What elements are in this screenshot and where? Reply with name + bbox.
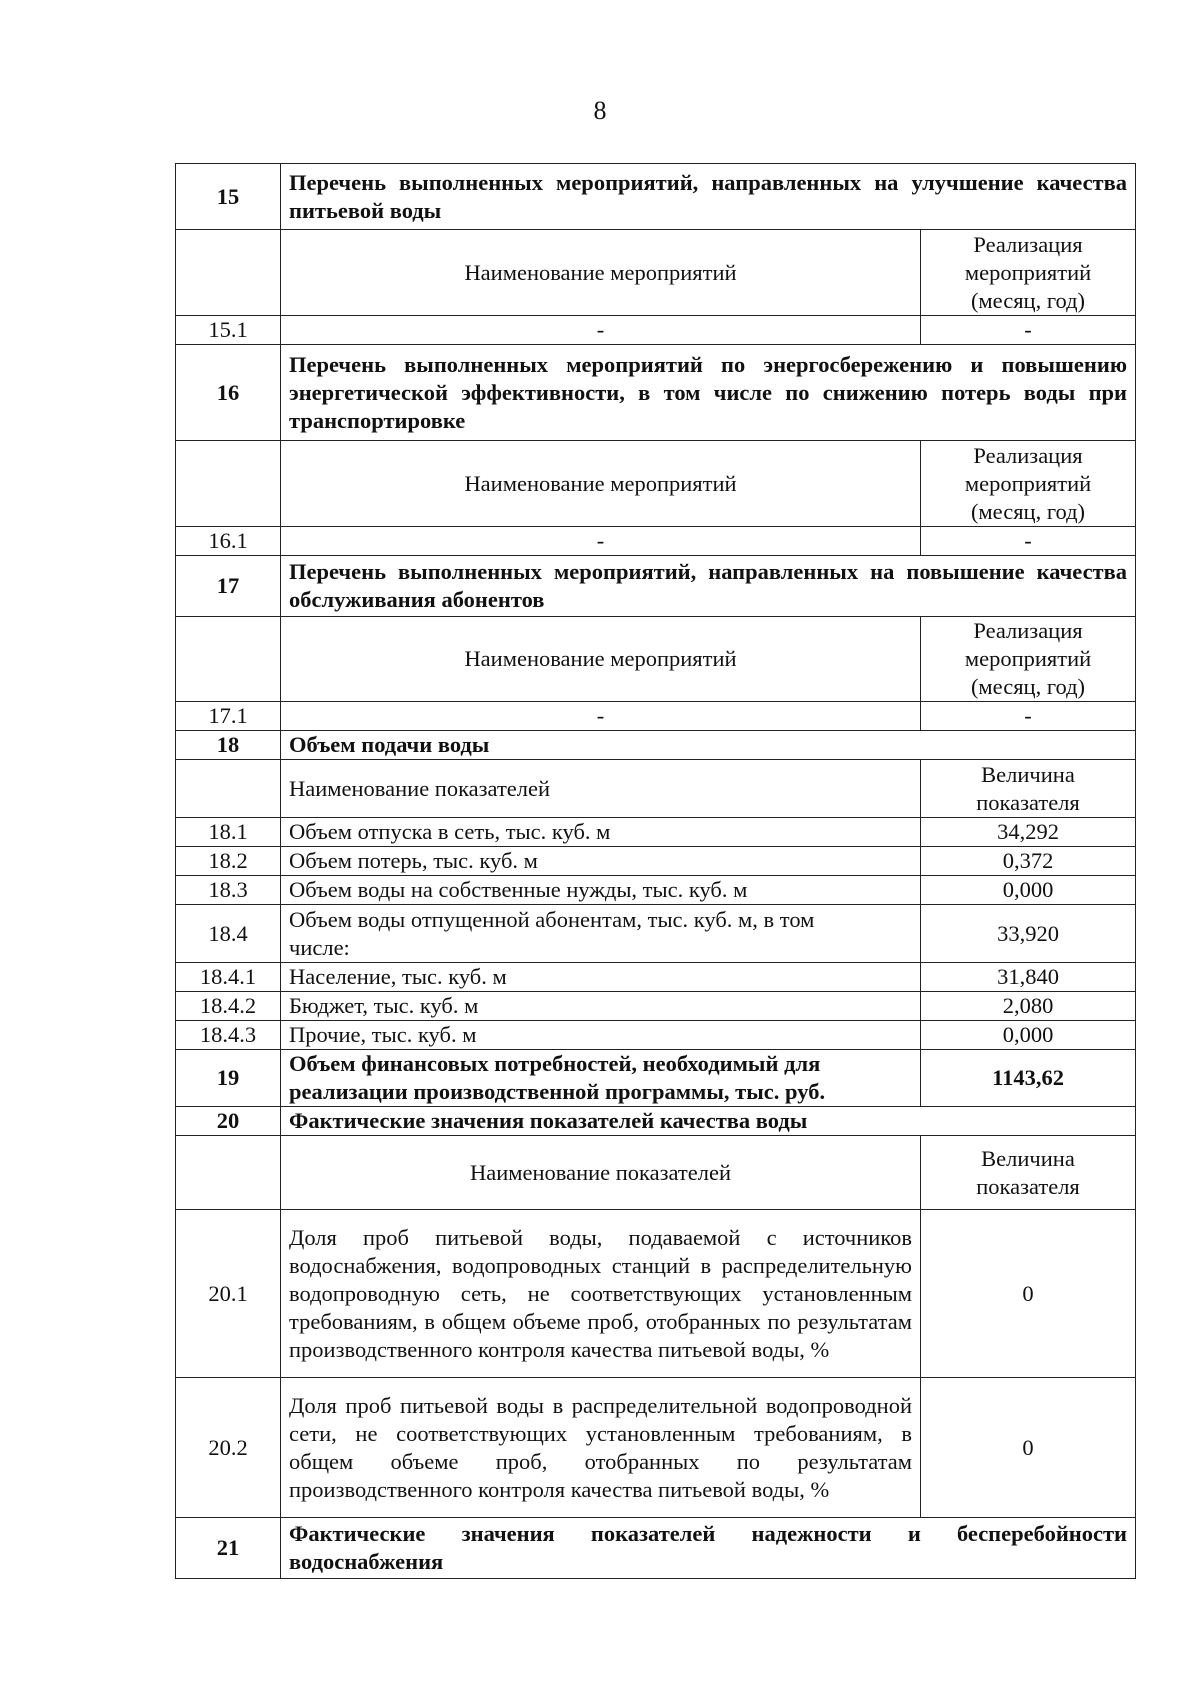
row-number: 21 bbox=[176, 1518, 281, 1579]
section-row-19 bbox=[176, 1050, 1136, 1107]
column-header-impl: Реализация мероприятий (месяц, год) bbox=[921, 441, 1136, 527]
table-row bbox=[176, 316, 1136, 345]
section-title: Фактические значения показателей надежности и бесперебойности водоснабжения bbox=[281, 1518, 1136, 1579]
table-header-row bbox=[176, 441, 1136, 527]
column-header-name: Наименование мероприятий bbox=[281, 617, 921, 702]
indicators-table bbox=[175, 163, 1136, 1579]
row-number: 19 bbox=[176, 1050, 281, 1107]
section-title: Перечень выполненных мероприятий по энергосбережению и повышению энергетической эффективности, в том числе по снижению потерь воды при транспортировке bbox=[281, 345, 1136, 441]
table-header-row bbox=[176, 760, 1136, 818]
table-row bbox=[176, 992, 1136, 1021]
table-row bbox=[176, 876, 1136, 905]
row-number: 18.4 bbox=[176, 905, 281, 963]
row-name: Доля проб питьевой воды в распределительной водопроводной сети, не соответствующих установленным требованиям, в общем объеме проб, отобранных по результатам производственного контроля качества питьевой воды, % bbox=[281, 1378, 921, 1518]
row-name: - bbox=[281, 527, 921, 556]
table-header-row bbox=[176, 617, 1136, 702]
row-name: Бюджет, тыс. куб. м bbox=[281, 992, 921, 1021]
row-number: 15 bbox=[176, 164, 281, 230]
section-row-16 bbox=[176, 345, 1136, 441]
table-row bbox=[176, 1021, 1136, 1050]
row-impl: - bbox=[921, 316, 1136, 345]
row-value: 34,292 bbox=[921, 818, 1136, 847]
table-header-row bbox=[176, 230, 1136, 316]
section-title: Перечень выполненных мероприятий, направленных на улучшение качества питьевой воды bbox=[281, 164, 1136, 230]
row-number: 17 bbox=[176, 556, 281, 617]
section-row-21 bbox=[176, 1518, 1136, 1579]
row-number: 15.1 bbox=[176, 316, 281, 345]
section-row-20 bbox=[176, 1107, 1136, 1136]
section-title: Перечень выполненных мероприятий, направленных на повышение качества обслуживания абонентов bbox=[281, 556, 1136, 617]
row-number: 17.1 bbox=[176, 702, 281, 731]
column-header-name: Наименование мероприятий bbox=[281, 230, 921, 316]
row-number: 18.1 bbox=[176, 818, 281, 847]
table-row bbox=[176, 702, 1136, 731]
row-value: 0,372 bbox=[921, 847, 1136, 876]
section-title: Фактические значения показателей качества воды bbox=[281, 1107, 1136, 1136]
column-header-name: Наименование показателей bbox=[281, 1136, 921, 1210]
row-number: 20 bbox=[176, 1107, 281, 1136]
row-number: 18 bbox=[176, 731, 281, 760]
column-header-name: Наименование показателей bbox=[281, 760, 921, 818]
row-number: 18.4.2 bbox=[176, 992, 281, 1021]
row-number: 20.1 bbox=[176, 1210, 281, 1378]
section-row-18 bbox=[176, 731, 1136, 760]
table-header-row bbox=[176, 1136, 1136, 1210]
row-number: 18.2 bbox=[176, 847, 281, 876]
row-value: 0 bbox=[921, 1210, 1136, 1378]
row-name: Объем воды отпущенной абонентам, тыс. куб. м, в том числе: bbox=[281, 905, 921, 963]
row-name: Прочие, тыс. куб. м bbox=[281, 1021, 921, 1050]
empty-cell bbox=[176, 1136, 281, 1210]
row-value: 0 bbox=[921, 1378, 1136, 1518]
row-name: - bbox=[281, 316, 921, 345]
empty-cell bbox=[176, 760, 281, 818]
row-name: Объем отпуска в сеть, тыс. куб. м bbox=[281, 818, 921, 847]
row-value: 2,080 bbox=[921, 992, 1136, 1021]
column-header-value: Величина показателя bbox=[921, 1136, 1136, 1210]
row-name: Население, тыс. куб. м bbox=[281, 963, 921, 992]
empty-cell bbox=[176, 617, 281, 702]
row-number: 20.2 bbox=[176, 1378, 281, 1518]
empty-cell bbox=[176, 441, 281, 527]
column-header-value: Величина показателя bbox=[921, 760, 1136, 818]
row-name: - bbox=[281, 702, 921, 731]
row-value: 0,000 bbox=[921, 876, 1136, 905]
column-header-name: Наименование мероприятий bbox=[281, 441, 921, 527]
row-number: 18.4.1 bbox=[176, 963, 281, 992]
table-row bbox=[176, 527, 1136, 556]
row-impl: - bbox=[921, 702, 1136, 731]
row-value: 31,840 bbox=[921, 963, 1136, 992]
row-name: Объем потерь, тыс. куб. м bbox=[281, 847, 921, 876]
section-row-15 bbox=[176, 164, 1136, 230]
row-name: Доля проб питьевой воды, подаваемой с источников водоснабжения, водопроводных станций в распределительную водопроводную сеть, не соответствующих установленным требованиям, в общем объеме проб, отобранных по результатам производственного контроля качества питьевой воды, % bbox=[281, 1210, 921, 1378]
row-number: 16.1 bbox=[176, 527, 281, 556]
section-row-17 bbox=[176, 556, 1136, 617]
table-row bbox=[176, 963, 1136, 992]
table-row bbox=[176, 905, 1136, 963]
row-number: 18.3 bbox=[176, 876, 281, 905]
empty-cell bbox=[176, 230, 281, 316]
row-number: 18.4.3 bbox=[176, 1021, 281, 1050]
column-header-impl: Реализация мероприятий (месяц, год) bbox=[921, 617, 1136, 702]
row-name: Объем воды на собственные нужды, тыс. куб. м bbox=[281, 876, 921, 905]
row-value: 0,000 bbox=[921, 1021, 1136, 1050]
section-title: Объем финансовых потребностей, необходимый для реализации производственной программы, тыс. руб. bbox=[281, 1050, 921, 1107]
row-value: 33,920 bbox=[921, 905, 1136, 963]
table-row bbox=[176, 847, 1136, 876]
row-impl: - bbox=[921, 527, 1136, 556]
row-number: 16 bbox=[176, 345, 281, 441]
table-row bbox=[176, 1378, 1136, 1518]
section-title: Объем подачи воды bbox=[281, 731, 1136, 760]
table-row bbox=[176, 1210, 1136, 1378]
page-number: 8 bbox=[593, 96, 607, 125]
row-value: 1143,62 bbox=[921, 1050, 1136, 1107]
column-header-impl: Реализация мероприятий (месяц, год) bbox=[921, 230, 1136, 316]
table-row bbox=[176, 818, 1136, 847]
